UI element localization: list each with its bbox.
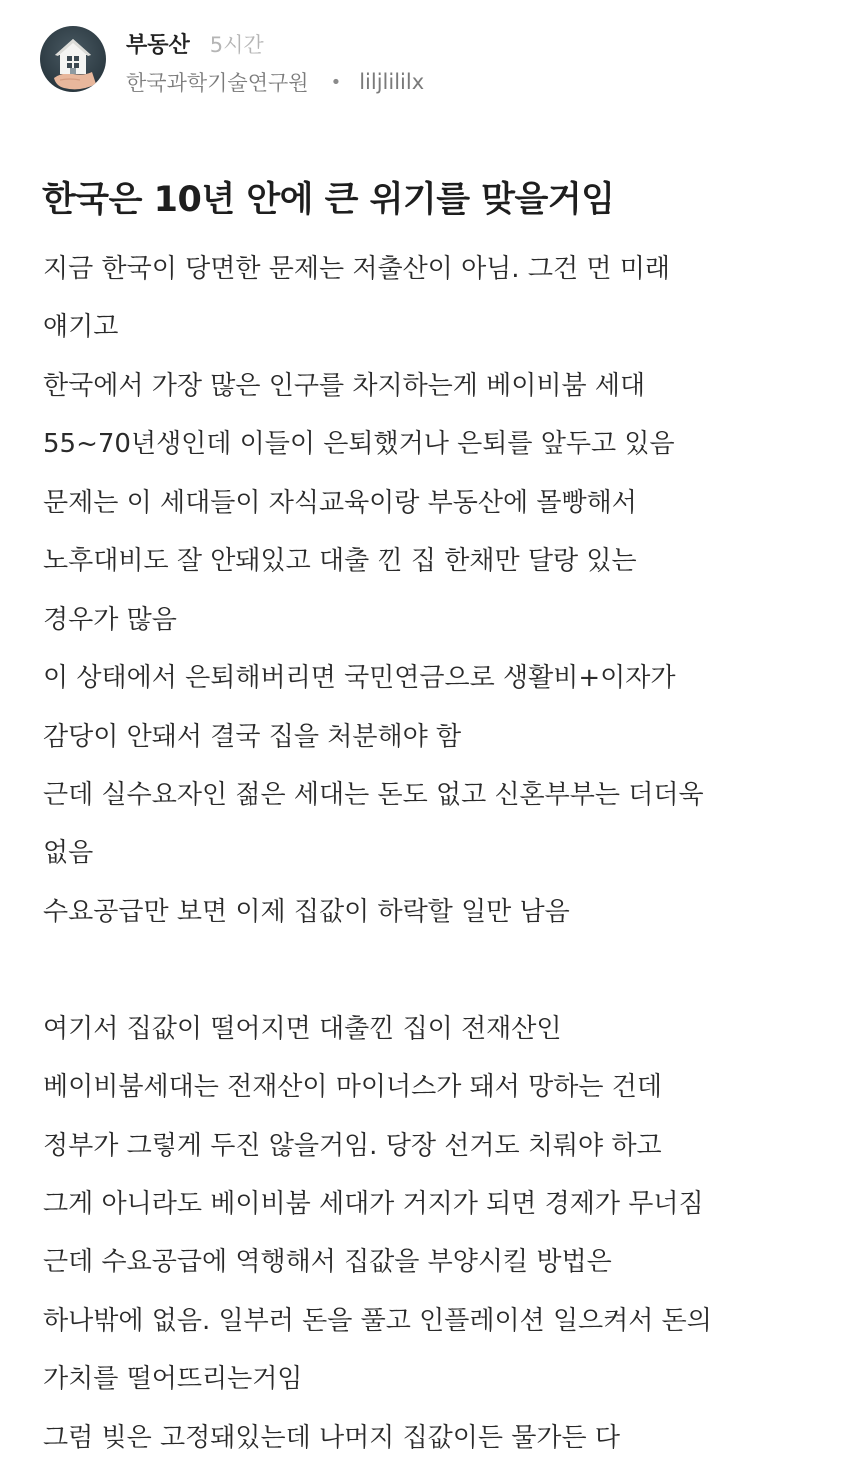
body-line: 베이비붐세대는 전재산이 마이너스가 돼서 망하는 건데: [43, 1072, 662, 1103]
board-name-link[interactable]: 부동산: [126, 33, 190, 58]
body-line: 근데 수요공급에 역행해서 집값을 부양시킬 방법은: [43, 1247, 612, 1278]
post-header: [40, 26, 424, 97]
body-line: 감당이 안돼서 결국 집을 처분해야 함: [43, 721, 462, 752]
body-line: 그게 아니라도 베이비붐 세대가 거지가 되면 경제가 무너짐: [43, 1189, 704, 1219]
body-line-blank: [43, 949, 833, 1007]
body-line: 하나밖에 없음. 일부러 돈을 풀고 인플레이션 일으켜서 돈의: [43, 1305, 712, 1336]
body-line: 노후대비도 잘 안돼있고 대출 낀 집 한채만 달랑 있는: [43, 546, 637, 577]
body-line: 근데 실수요자인 젊은 세대는 돈도 없고 신혼부부는 더더욱: [43, 779, 704, 810]
post-title: 한국은 10년 안에 큰 위기를 맞을거임: [42, 180, 615, 220]
body-line: 55~70년생인데 이들이 은퇴했거나 은퇴를 앞두고 있음: [43, 429, 675, 460]
body-line: 한국에서 가장 많은 인구를 차지하는게 베이비붐 세대: [43, 370, 646, 401]
body-line: 가치를 떨어뜨리는거임: [43, 1364, 303, 1395]
house-in-hand-avatar-icon[interactable]: [40, 26, 106, 92]
meta-row-board: [126, 28, 424, 58]
post-meta: [126, 26, 424, 97]
body-line: 그럼 빚은 고정돼있는데 나머지 집값이든 물가든 다: [43, 1422, 621, 1453]
time-ago: 5시간: [209, 33, 264, 57]
meta-row-author: [126, 67, 424, 97]
post-body: [43, 248, 833, 1475]
author-company[interactable]: 한국과학기술연구원: [126, 71, 309, 95]
body-line: 지금 한국이 당면한 문제는 저출산이 아님. 그건 먼 미래: [43, 254, 670, 284]
meta-separator: •: [330, 71, 342, 93]
body-line: 여기서 집값이 떨어지면 대출낀 집이 전재산인: [43, 1013, 562, 1044]
body-line: 없음: [43, 838, 94, 869]
body-line: 얘기고: [43, 312, 119, 343]
body-line: 문제는 이 세대들이 자식교육이랑 부동산에 몰빵해서: [43, 487, 637, 518]
body-line: 수요공급만 보면 이제 집값이 하락할 일만 남음: [43, 896, 570, 927]
body-line: 이 상태에서 은퇴해버리면 국민연금으로 생활비+이자가: [43, 663, 676, 694]
body-line: 정부가 그렇게 두진 않을거임. 당장 선거도 치뤄야 하고: [43, 1130, 662, 1161]
body-line: 경우가 많음: [43, 604, 177, 635]
author-username[interactable]: liljlililx: [359, 70, 425, 94]
